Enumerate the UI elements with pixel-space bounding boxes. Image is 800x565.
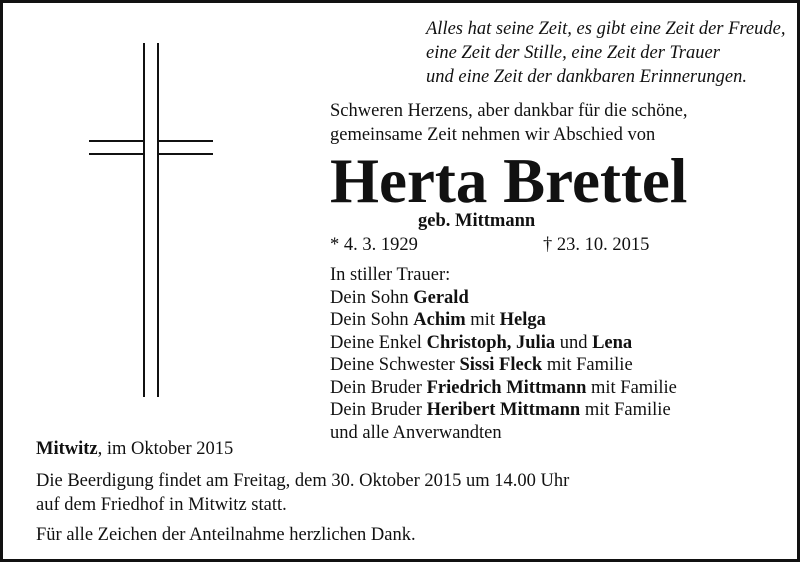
mourner-text: mit Familie	[542, 355, 633, 375]
birth-date: * 4. 3. 1929	[330, 235, 418, 255]
place-town: Mitwitz	[36, 439, 98, 459]
intro-text	[330, 99, 688, 147]
mourner-line	[330, 332, 677, 355]
mourner-name: Lena	[592, 332, 633, 353]
funeral-line: auf dem Friedhof in Mitwitz statt.	[36, 495, 287, 515]
quote-line: und eine Zeit der dankbaren Erinnerungen.	[426, 67, 747, 87]
mourner-text: Deine Schwester	[330, 355, 460, 375]
intro-line: Schweren Herzens, aber dankbar für die schöne,	[330, 101, 688, 121]
mourner-text: und	[555, 332, 593, 353]
mourner-line	[330, 354, 677, 377]
death-date: † 23. 10. 2015	[543, 235, 650, 255]
place-date-line	[36, 437, 233, 461]
place-date: , im Oktober 2015	[97, 439, 234, 459]
mourner-text: und alle Anverwandten	[330, 422, 502, 443]
mourner-line	[330, 264, 677, 287]
deceased-name: Herta Brettel	[330, 146, 688, 216]
mourner-line	[330, 399, 677, 422]
mourner-name: Achim	[413, 310, 466, 330]
maiden-name: geb. Mittmann	[418, 211, 536, 231]
mourner-name: Gerald	[413, 287, 469, 308]
cross-outline	[89, 43, 213, 397]
mourner-name: Christoph, Julia	[426, 332, 556, 353]
mourner-text: mit Familie	[580, 400, 671, 420]
mourner-line	[330, 309, 677, 332]
mourner-text: mit Familie	[586, 377, 677, 398]
funeral-line: Die Beerdigung findet am Freitag, dem 30. Oktober 2015 um 14.00 Uhr	[36, 471, 570, 491]
mourner-text: Dein Sohn	[330, 310, 414, 330]
mourner-line	[330, 377, 677, 400]
quote-line: eine Zeit der Stille, eine Zeit der Trauer	[426, 43, 720, 63]
mourner-text: Dein Bruder	[330, 400, 427, 420]
intro-line: gemeinsame Zeit nehmen wir Abschied von	[330, 125, 656, 145]
mourner-name: Helga	[499, 310, 546, 330]
mourner-text: Dein Bruder	[330, 377, 427, 398]
mourner-name: Friedrich Mittmann	[426, 377, 587, 398]
mourner-line	[330, 422, 677, 445]
mourner-text: Dein Sohn	[330, 287, 414, 308]
opening-quote	[426, 17, 786, 89]
funeral-info	[36, 469, 569, 517]
mourner-text: In stiller Trauer:	[330, 265, 451, 285]
mourner-name: Heribert Mittmann	[426, 400, 581, 420]
mourner-text: mit	[465, 310, 500, 330]
mourner-text: Deine Enkel	[330, 332, 427, 353]
mourner-name: Sissi Fleck	[459, 355, 543, 375]
quote-line: Alles hat seine Zeit, es gibt eine Zeit der Freude,	[426, 19, 786, 39]
mourner-line	[330, 287, 677, 310]
mourners-list	[330, 264, 677, 444]
thanks-text: Für alle Zeichen der Anteilnahme herzlichen Dank.	[36, 525, 416, 545]
